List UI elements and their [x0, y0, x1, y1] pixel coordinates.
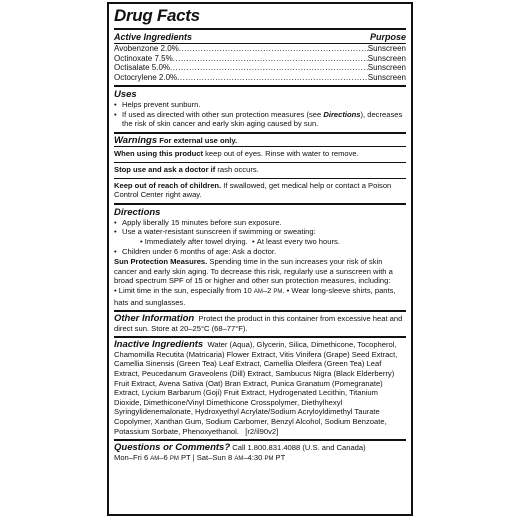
active-ingredients-section: [114, 30, 406, 85]
ingredient-row: [114, 44, 406, 54]
directions-reference: Directions: [323, 109, 361, 119]
leader-dots: [170, 63, 368, 73]
external-use-text: For external use only.: [159, 135, 238, 145]
ingredient-purpose: Sunscreen: [367, 63, 406, 72]
ingredient-name: Octocrylene 2.0%: [114, 72, 178, 82]
leader-dots: [173, 54, 368, 64]
ingredient-row: [114, 73, 406, 83]
ingredient-name: Octinoxate 7.5%: [114, 53, 173, 63]
directions-section: [114, 205, 406, 310]
panel-title: Drug Facts: [114, 6, 200, 25]
phone-number: Call 1.800.831.4088 (U.S. and Canada): [232, 443, 366, 453]
directions-item: • Use a water-resistant sunscreen if swimming or sweating:: [114, 227, 406, 237]
questions-heading: Questions or Comments?: [114, 442, 231, 454]
keep-out-of-reach-warning: Keep out of reach of children. If swallowed, get medical help or contact a Poison Control Center right away.: [114, 180, 392, 200]
inactive-ingredients-section: Inactive Ingredients Water (Aqua), Glycerin, Silica, Dimethicone, Tocopherol, Chamomilla Recutita (Matricaria) Flower Extract, Vitis Vinifera (Grape) Seed Extract, Camellia Sinensis (Green Tea) Leaf Extract, Camellia Oleifera (Green Tea) Leaf Extract, Peucedanum Graveolens (Dill) Extract, Sambucus Nigra (Black Elderberry) Fruit Extract, Avena Sativa (Oat) Bran Extract, Punica Granatum (Pomegranate) Extract, Lycium Barbarum (Goji) Fruit Extract, Hydrogenated Lecithin, Titanium Dioxide, Dimethicone/Vinyl Dimethicone Crosspolymer, Diethylhexyl Syringylidenemalonate, Hydroxyethyl Acrylate/Sodium Acryloyldimethyl Taurate Copolymer, Xanthan Gum, Sodium Carbomer, Benzyl Alcohol, Sodium Benzoate, Potassium Sorbate, Phenoxyethanol. [r2/il90v2]: [114, 339, 398, 436]
uses-section: [114, 87, 406, 132]
inactive-ingredients-heading: Inactive Ingredients: [114, 339, 204, 351]
warnings-section: [114, 134, 406, 147]
hours-text: Mon–Fri 6 AM–6 PM PT | Sat–Sun 8 AM–4:30 PM PT: [114, 452, 286, 462]
questions-section: [114, 441, 406, 467]
warnings-heading: Warnings: [114, 134, 158, 146]
directions-heading: Directions: [114, 206, 161, 218]
active-ingredients-heading: Active Ingredients: [114, 32, 193, 42]
active-header-row: [114, 32, 406, 44]
when-using-warning: When using this product keep out of eyes. Rinse with water to remove.: [114, 149, 359, 159]
ingredient-name: Octisalate 5.0%: [114, 63, 171, 72]
drug-facts-panel: [107, 2, 413, 516]
directions-subitems: • Immediately after towel drying. • At least every two hours.: [140, 236, 340, 246]
ingredient-name: Avobenzone 2.0%: [114, 44, 179, 53]
stop-use-warning: Stop use and ask a doctor if rash occurs.: [114, 164, 259, 174]
uses-item: • If used as directed with other sun protection measures (see Directions), decreases the risk of skin cancer and early skin aging caused by sun.: [114, 110, 406, 129]
ingredient-purpose: Sunscreen: [367, 53, 406, 63]
ingredient-row: [114, 54, 406, 64]
sun-protection-measures: Sun Protection Measures. Spending time in the sun increases your risk of skin cancer and early skin aging. To decrease this risk, regularly use a sunscreen with a broad spectrum SPF of 15 or higher and other sun protection measures, including: • Limit time in the sun, especially from 10 AM–2 PM. • Wear long-sleeve shirts, pants, hats and sunglasses.: [114, 257, 396, 307]
directions-item: • Children under 6 months of age: Ask a doctor.: [114, 247, 406, 257]
directions-item: • Apply liberally 15 minutes before sun exposure.: [114, 218, 406, 228]
other-information-section: Other Information Protect the product in this container from excessive heat and direct sun. Store at 20–25°C (68–77°F).: [114, 313, 403, 333]
other-information-heading: Other Information: [114, 313, 195, 325]
uses-item: • Helps prevent sunburn.: [114, 100, 406, 110]
leader-dots: [179, 44, 368, 54]
ingredient-row: [114, 63, 406, 73]
leader-dots: [177, 73, 368, 83]
revision-code: [r2/il90v2]: [245, 426, 279, 436]
purpose-heading: Purpose: [369, 32, 406, 42]
ingredient-purpose: Sunscreen: [367, 72, 406, 82]
uses-heading: Uses: [114, 89, 137, 100]
ingredient-purpose: Sunscreen: [367, 44, 406, 53]
